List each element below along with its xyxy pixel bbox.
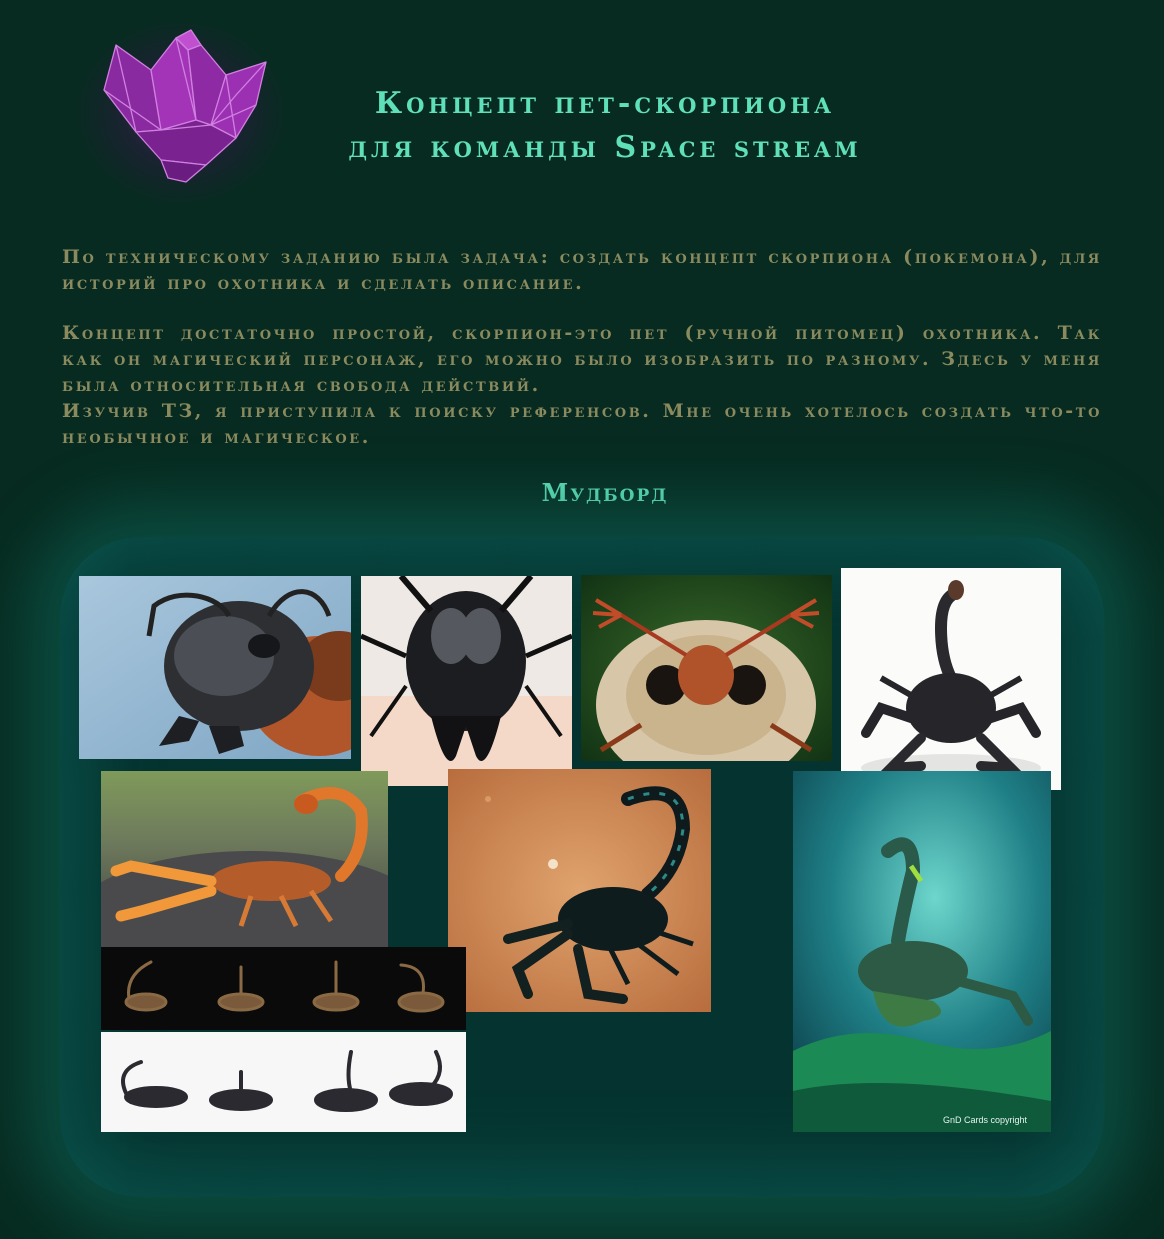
dark-scorpion-turnaround <box>101 1032 466 1132</box>
copyright-text: GnD Cards copyright <box>943 1115 1028 1125</box>
description-paragraph-1: По техническому заданию была задача: создать концепт скорпиона (покемона), для историй про охотника и сделать описание. <box>62 246 1102 294</box>
ant-head-front-photo <box>361 576 572 786</box>
cockchafer-beetle-photo <box>581 575 832 761</box>
orange-scorpion-rock-photo <box>101 771 388 947</box>
black-scorpion-white-photo <box>841 568 1061 790</box>
page-title <box>280 82 930 170</box>
description-paragraph-2 <box>62 320 1102 450</box>
title-line-2: для команды Space stream <box>348 130 862 165</box>
title-line-1: Концепт пет-скорпиона <box>374 86 836 121</box>
description-paragraph-2-line-1: Концепт достаточно простой, скорпион-это пет (ручной питомец) охотника. Так как он магический персонаж, его можно было изобразить по разному. Здесь у меня была относительная свобода действий. <box>62 322 1102 396</box>
brown-scorpion-turnaround <box>101 947 466 1030</box>
crystal-icon <box>76 20 286 205</box>
black-scorpion-sand-photo <box>448 769 711 1012</box>
fantasy-scorpion-art <box>793 771 1051 1132</box>
ant-head-side-photo <box>79 576 351 759</box>
description-paragraph-2-line-2: Изучив ТЗ, я приступила к поиску референсов. Мне очень хотелось создать что-то необычное и магическое. <box>62 400 1102 448</box>
moodboard-title: Мудборд <box>541 478 669 507</box>
crystal-logo <box>76 20 286 205</box>
